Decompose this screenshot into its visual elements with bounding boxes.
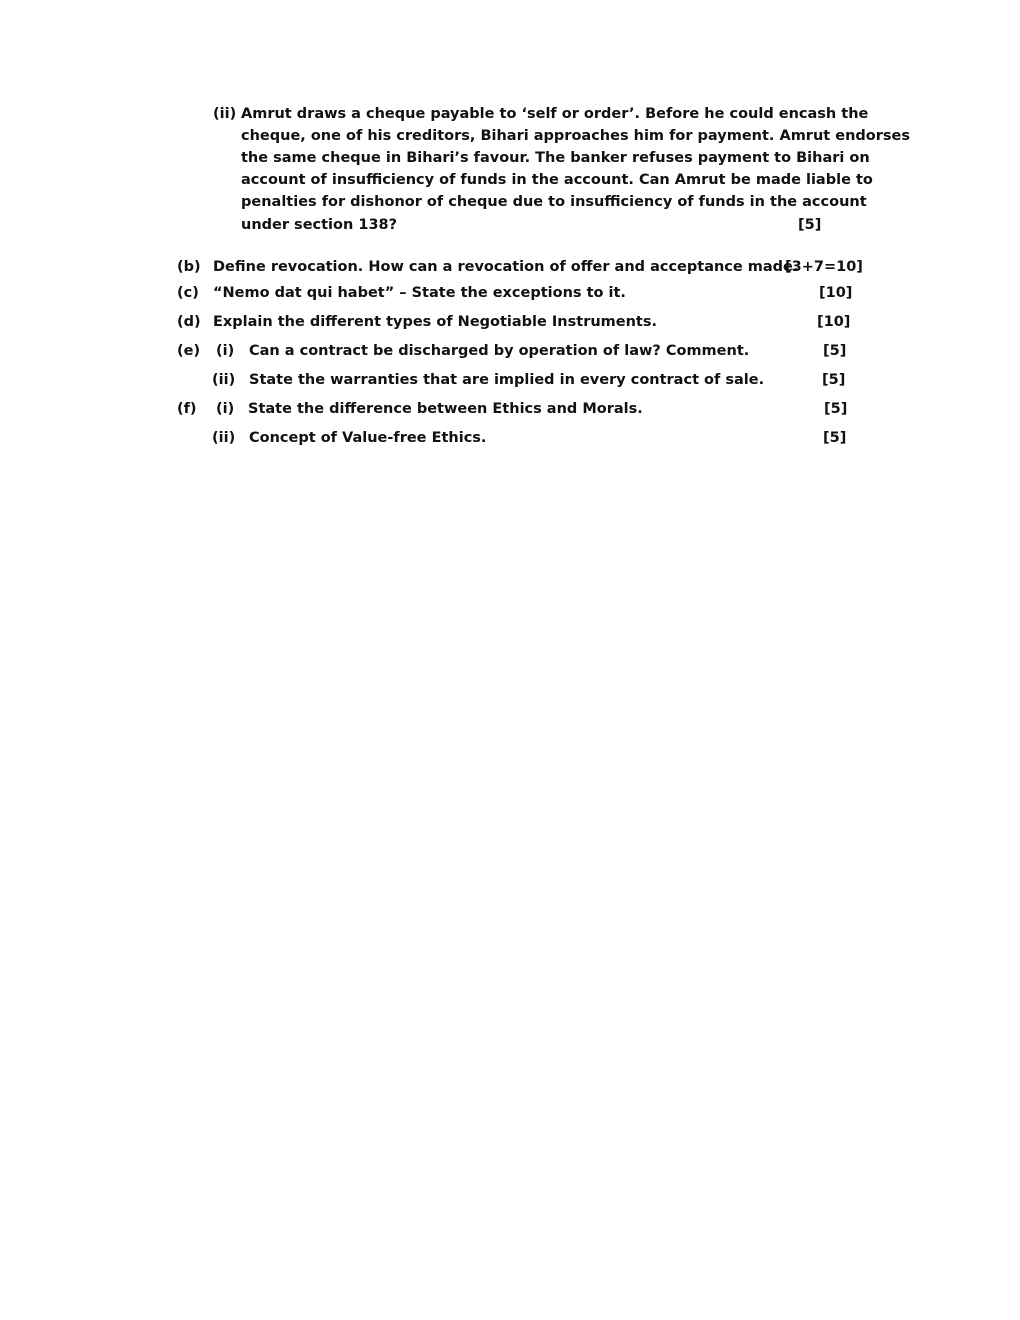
- question-a-ii-line: cheque, one of his creditors, Bihari approaches him for payment. Amrut endorses: [241, 128, 911, 144]
- question-a-ii-line: under section 138?: [241, 217, 398, 233]
- question-f-i-text: State the difference between Ethics and Morals.: [248, 401, 643, 417]
- question-f-ii-label: (ii): [212, 430, 236, 446]
- question-a-ii-marks: [5]: [798, 217, 822, 233]
- question-c-label: (c): [177, 285, 199, 301]
- question-f-label: (f): [177, 401, 197, 417]
- question-c-text: “Nemo dat qui habet” – State the exceptions to it.: [213, 285, 626, 301]
- question-e-i-marks: [5]: [823, 343, 847, 359]
- question-f-ii-text: Concept of Value-free Ethics.: [249, 430, 487, 446]
- question-d-label: (d): [177, 314, 201, 330]
- question-e-i-text: Can a contract be discharged by operation of law? Comment.: [249, 343, 750, 359]
- question-e-label: (e): [177, 343, 201, 359]
- question-e-i-label: (i): [216, 343, 235, 359]
- question-b-marks: [3+7=10]: [785, 259, 863, 275]
- question-d-text: Explain the different types of Negotiable Instruments.: [213, 314, 657, 330]
- question-c-marks: [10]: [819, 285, 853, 301]
- question-a-ii-line: account of insufficiency of funds in the account. Can Amrut be made liable to: [241, 172, 873, 188]
- question-b-label: (b): [177, 259, 201, 275]
- question-e-ii-marks: [5]: [822, 372, 846, 388]
- question-f-ii-marks: [5]: [823, 430, 847, 446]
- question-d-marks: [10]: [817, 314, 851, 330]
- question-a-ii-line: penalties for dishonor of cheque due to insufficiency of funds in the account: [241, 194, 867, 210]
- question-e-ii-label: (ii): [212, 372, 236, 388]
- question-a-ii-label: (ii): [213, 106, 237, 122]
- question-f-i-marks: [5]: [824, 401, 848, 417]
- question-a-ii-line: the same cheque in Bihari’s favour. The banker refuses payment to Bihari on: [241, 150, 870, 166]
- question-a-ii-line: Amrut draws a cheque payable to ‘self or order’. Before he could encash the: [241, 106, 869, 122]
- question-b-text: Define revocation. How can a revocation of offer and acceptance made.: [213, 259, 799, 275]
- question-f-i-label: (i): [216, 401, 235, 417]
- question-e-ii-text: State the warranties that are implied in every contract of sale.: [249, 372, 765, 388]
